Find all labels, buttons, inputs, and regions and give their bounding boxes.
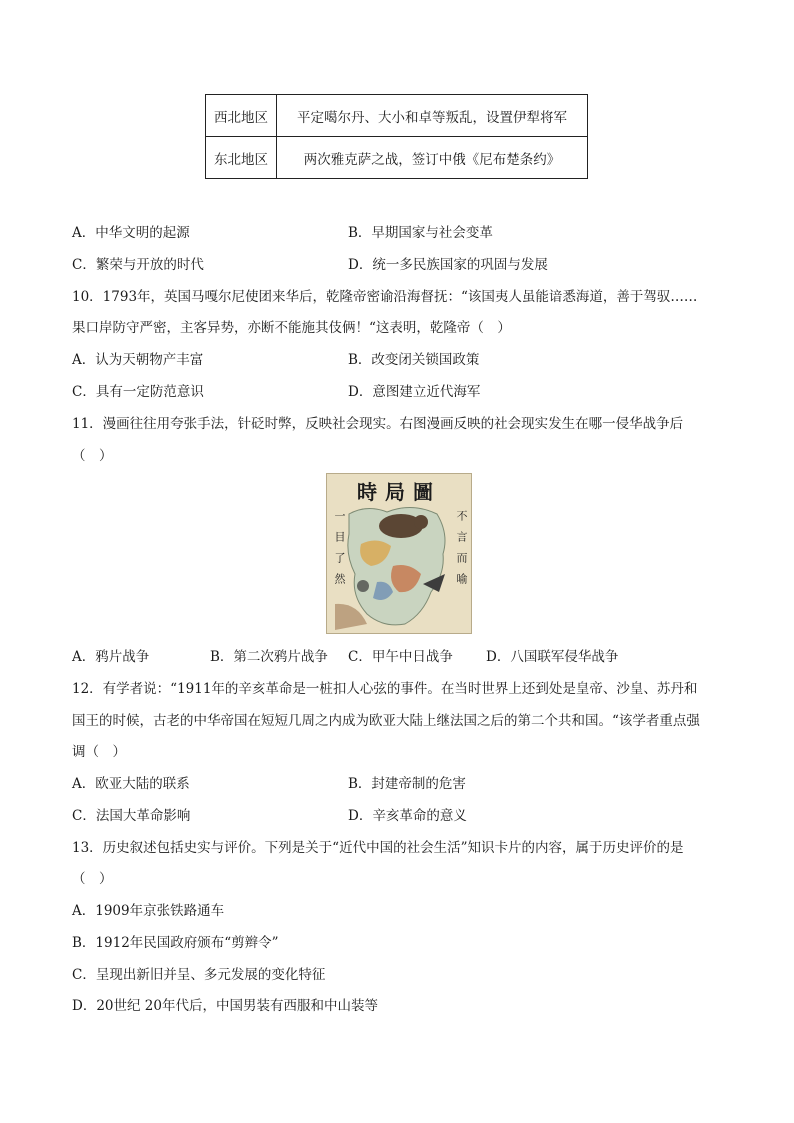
q10-option-c: C．具有一定防范意识 [72,384,204,400]
table-cell-event: 两次雅克萨之战，签订中俄《尼布楚条约》 [277,137,588,179]
q9-option-b: B．早期国家与社会变革 [348,225,493,241]
q11-option-a: A．鸦片战争 [72,649,150,665]
q11-option-d: D．八国联军侵华战争 [486,649,619,665]
q10-option-b: B．改变闭关锁国政策 [348,352,480,368]
q12-option-c: C．法国大革命影响 [72,808,191,824]
q10-stem-line1: 10．1793年，英国马嘎尔尼使团来华后，乾隆帝密谕沿海督抚：“该国夷人虽能谙悉海道，善于驾驭…… [72,289,698,305]
q12-option-d: D．辛亥革命的意义 [348,808,467,824]
q10-option-a: A．认为天朝物产丰富 [72,352,204,368]
q11-stem-line1: 11．漫画往往用夸张手法，针砭时弊，反映社会现实。右图漫画反映的社会现实发生在哪一侵华战争后 [72,416,684,432]
q10-stem-line2: 果口岸防守严密，主客异势，亦断不能施其伎俩！“这表明，乾隆帝（ ） [72,320,511,336]
q11-option-b: B．第二次鸦片战争 [210,649,328,665]
q13-option-c: C．呈现出新旧并呈、多元发展的变化特征 [72,967,326,983]
table-cell-event: 平定噶尔丹、大小和卓等叛乱，设置伊犁将军 [277,95,588,137]
info-table [205,94,588,179]
q9-option-d: D．统一多民族国家的巩固与发展 [348,257,548,273]
cartoon-title: 時局圖 [357,480,441,504]
q9-option-a: A．中华文明的起源 [72,225,190,241]
q13-option-d: D．20世纪 20年代后，中国男装有西服和中山装等 [72,998,378,1014]
cartoon-right-caption: 不言而喻 [455,510,468,594]
cartoon-image [326,473,472,634]
q12-stem-line3: 调（ ） [72,744,126,760]
q9-option-c: C．繁荣与开放的时代 [72,257,204,273]
table-row [206,95,588,137]
cartoon-illustration [327,474,471,633]
q13-option-b: B．1912年民国政府颁布“剪辫令” [72,935,279,951]
q12-stem-line2: 国王的时候，古老的中华帝国在短短几周之内成为欧亚大陆上继法国之后的第二个共和国。“该学者重点强 [72,713,700,729]
q12-option-b: B．封建帝制的危害 [348,776,466,792]
q13-option-a: A．1909年京张铁路通车 [72,903,225,919]
q11-option-c: C．甲午中日战争 [348,649,453,665]
cartoon-left-caption: 一目了然 [333,510,346,594]
table-row [206,137,588,179]
q12-option-a: A．欧亚大陆的联系 [72,776,190,792]
q13-stem-line2: （ ） [72,871,113,887]
table-cell-region: 东北地区 [206,137,277,179]
table-cell-region: 西北地区 [206,95,277,137]
q11-stem-line2: （ ） [72,448,113,464]
q10-option-d: D．意图建立近代海军 [348,384,481,400]
q12-stem-line1: 12．有学者说：“1911年的辛亥革命是一桩扣人心弦的事件。在当时世界上还到处是皇帝、沙皇、苏丹和 [72,681,698,697]
q13-stem-line1: 13．历史叙述包括史实与评价。下列是关于“近代中国的社会生活”知识卡片的内容，属于历史评价的是 [72,840,684,856]
